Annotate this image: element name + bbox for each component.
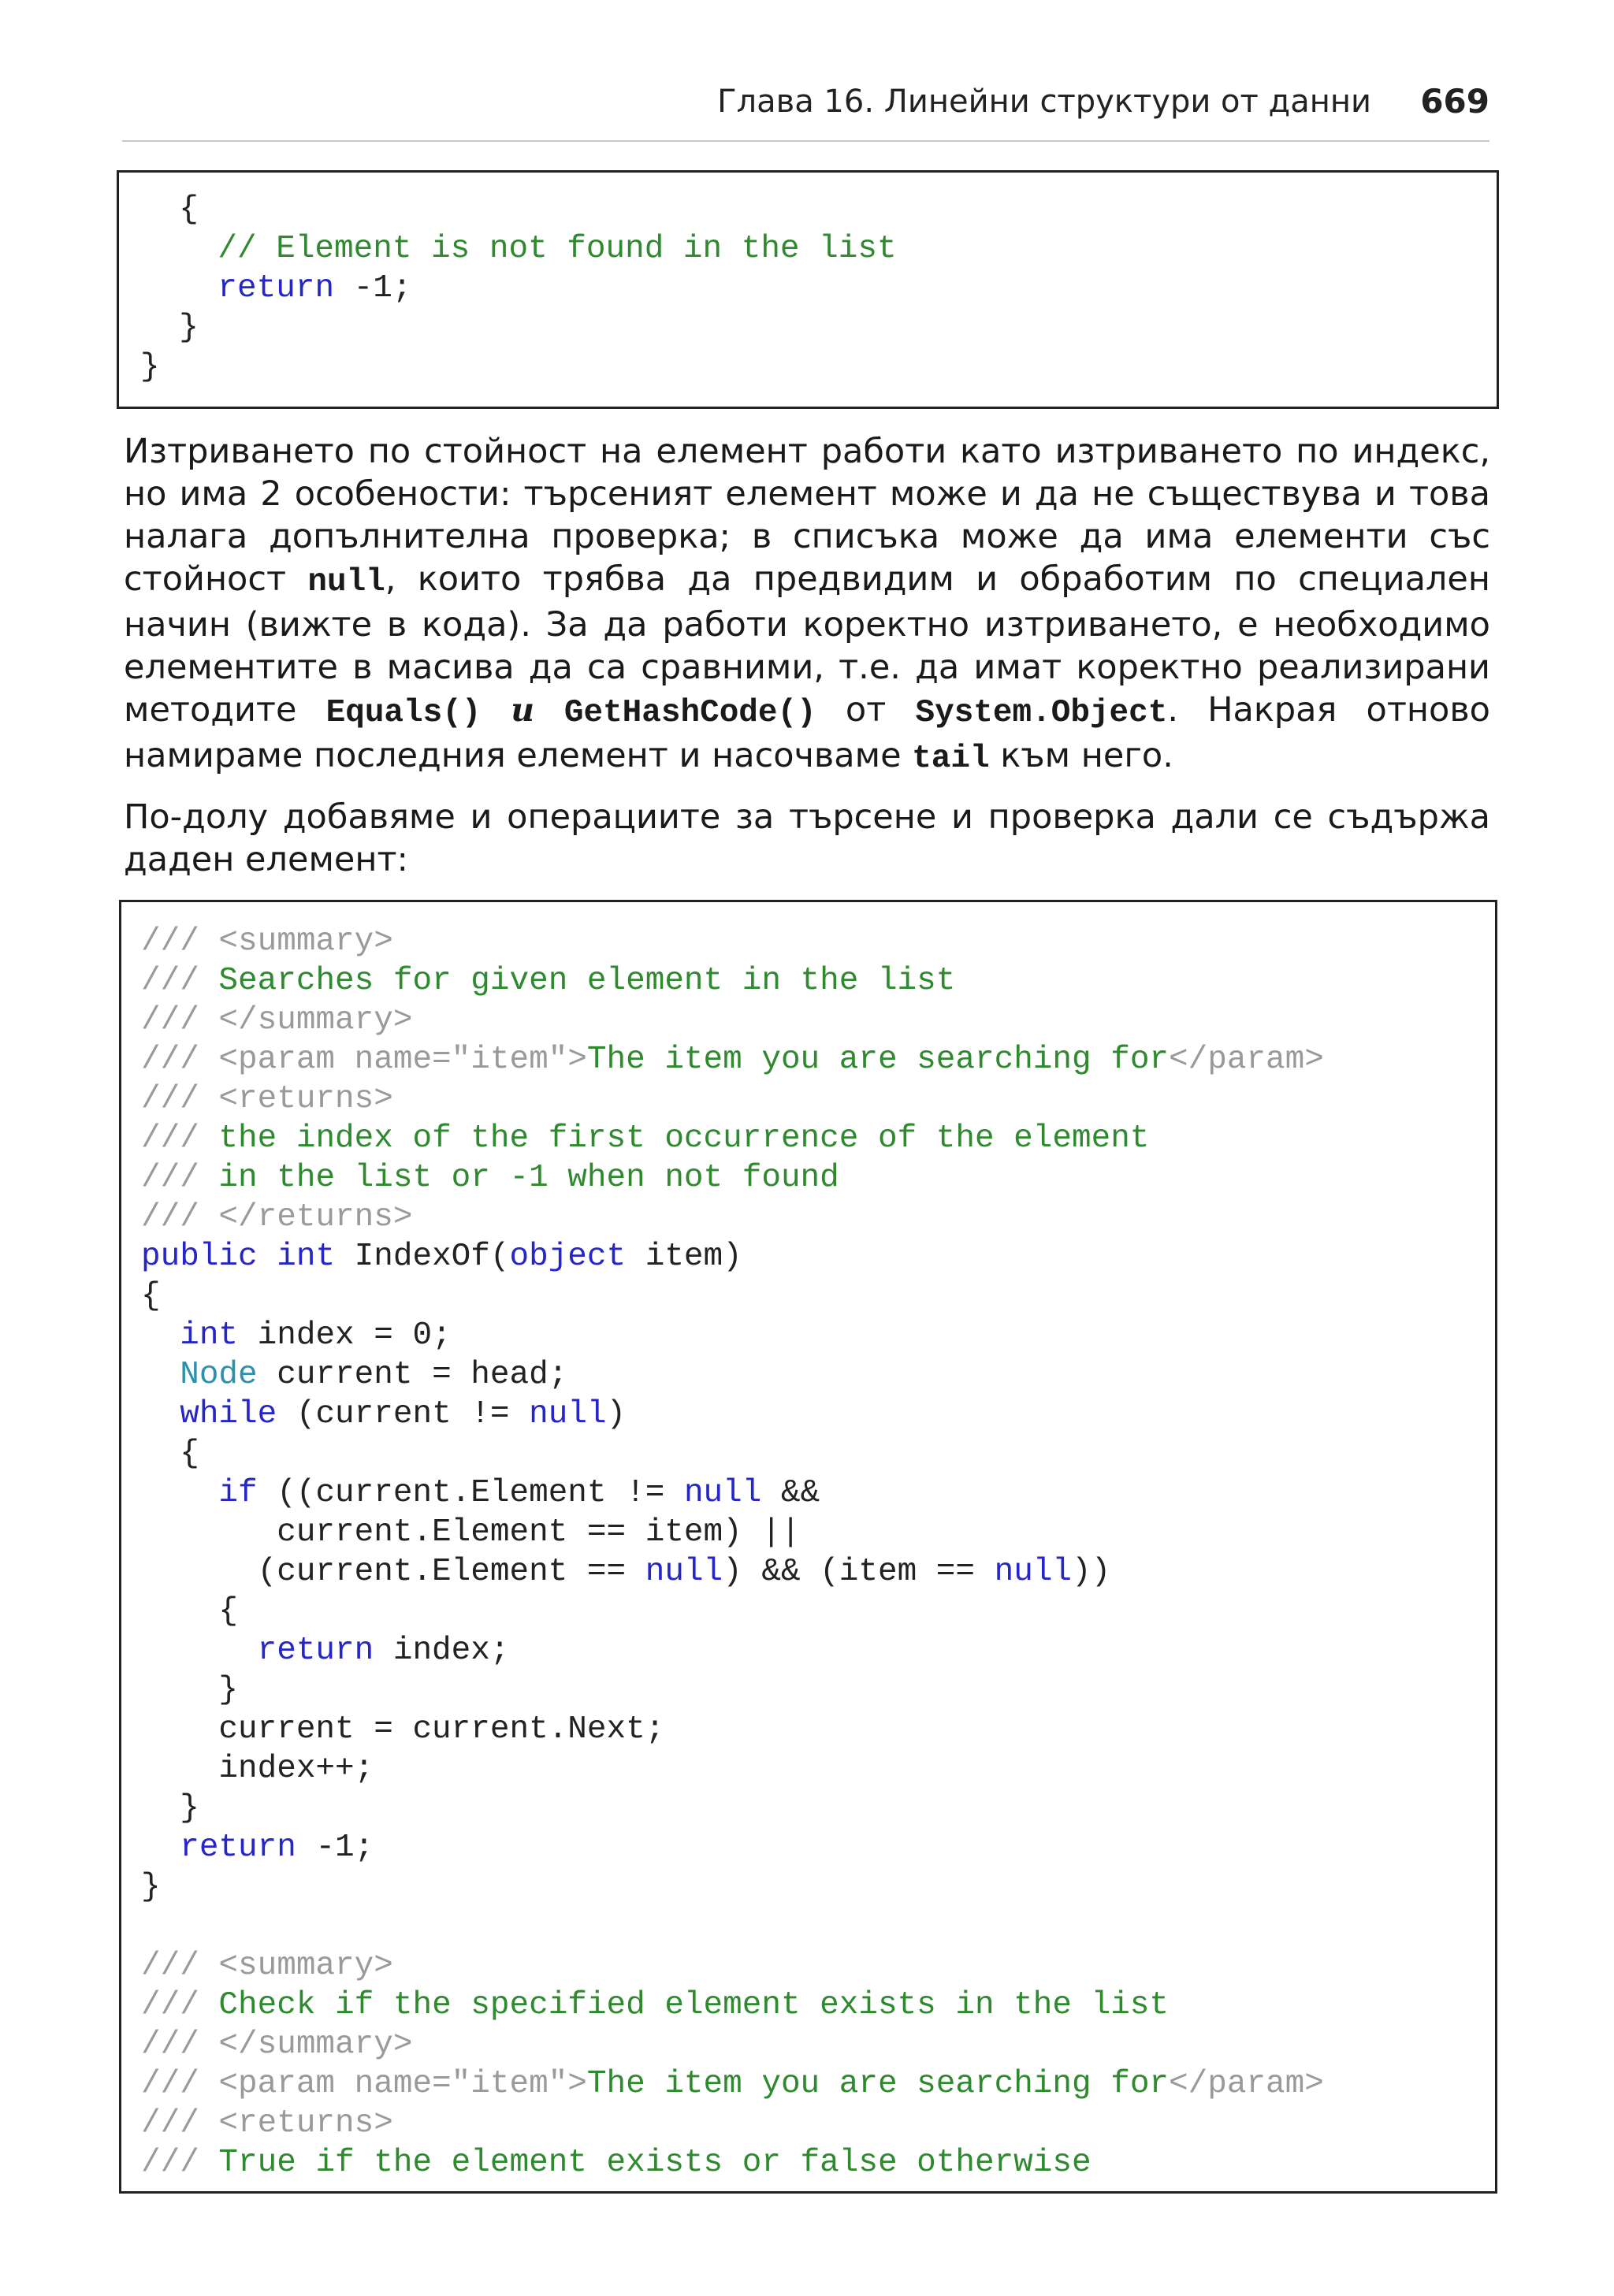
code-line [141, 1907, 1495, 1946]
text-line [124, 689, 1490, 734]
text-line: Изтриването по стойност на елемент работи като изтриването по индекс, [124, 432, 1490, 471]
inline-code-tail: tail [912, 741, 990, 777]
code-token: /// <summary> [141, 923, 393, 960]
code-token: </param> [1169, 1042, 1324, 1078]
code-line [141, 1749, 1495, 1789]
code-token [141, 1396, 180, 1432]
code-token [141, 1357, 180, 1393]
page-number: 669 [1420, 82, 1489, 121]
code-token: /// [141, 2145, 219, 2181]
code-token: Check if the specified element exists in the list [218, 1987, 1170, 2023]
code-token: null [645, 1554, 723, 1590]
code-token [141, 1633, 258, 1669]
code-token: /// [141, 1160, 219, 1196]
text-run: и [481, 691, 564, 729]
code-line [141, 1237, 1495, 1276]
inline-code-gethashcode: GetHashCode() [563, 695, 816, 731]
code-block-2 [119, 900, 1497, 2194]
code-token: index; [374, 1633, 510, 1669]
code-line [141, 1119, 1495, 1158]
code-line [141, 1040, 1495, 1079]
code-line [141, 1473, 1495, 1513]
code-token: /// </summary> [141, 1002, 413, 1038]
code-line [140, 269, 1497, 308]
code-line [141, 1789, 1495, 1828]
code-line [141, 1079, 1495, 1119]
text-run: намираме последния елемент и насочваме [124, 736, 913, 775]
text-run: към него. [989, 736, 1173, 775]
code-token: } [141, 1790, 199, 1826]
code-token: the index of the first occurrence of the element [218, 1120, 1150, 1157]
code-line [140, 347, 1497, 387]
code-token: /// [141, 1987, 219, 2023]
code-token: True if the element exists or false otherwise [218, 2145, 1091, 2181]
code-line [141, 1828, 1495, 1867]
text-line: но има 2 особености: търсеният елемент може и да не съществува и това [124, 474, 1490, 514]
code-line [141, 1198, 1495, 1237]
code-line [141, 2143, 1495, 2183]
code-token: ) [606, 1396, 627, 1432]
code-line [141, 1276, 1495, 1316]
code-token: /// </summary> [141, 2027, 413, 2063]
text-line [124, 734, 1490, 780]
code-token: current = head; [257, 1357, 568, 1393]
code-token: </param> [1169, 2066, 1324, 2102]
text-line: начин (вижте в кода). За да работи коректно изтриването, е необходимо [124, 605, 1490, 645]
code-listing [140, 190, 1497, 387]
chapter-title: Глава 16. Линейни структури от данни [717, 84, 1371, 120]
code-token: /// </returns> [141, 1199, 413, 1235]
code-line [141, 1670, 1495, 1710]
code-token: { [140, 191, 199, 228]
code-token: (current != [277, 1396, 530, 1432]
code-line [141, 1395, 1495, 1434]
code-token: int [180, 1317, 239, 1354]
code-token: int [277, 1239, 336, 1275]
code-token: } [140, 310, 199, 346]
code-line [141, 922, 1495, 961]
code-token [141, 1475, 218, 1511]
code-token: null [529, 1396, 607, 1432]
text-run: стойност [124, 559, 308, 599]
text-line: налага допълнителна проверка; в списъка може да има елементи със [124, 517, 1490, 556]
text-line: даден елемент: [124, 840, 408, 879]
inline-code-system-object: System.Object [915, 695, 1168, 731]
code-listing [141, 922, 1495, 2183]
code-token [140, 270, 218, 307]
code-token: /// <param name="item"> [141, 1042, 587, 1078]
code-line [141, 1867, 1495, 1907]
code-line [141, 2025, 1495, 2064]
code-token: return [257, 1633, 374, 1669]
code-line [141, 1158, 1495, 1198]
code-block-1 [117, 170, 1499, 409]
code-line [141, 961, 1495, 1001]
code-line [141, 1552, 1495, 1592]
code-token: ) && (item == [723, 1554, 995, 1590]
code-token: in the list or -1 when not found [218, 1160, 839, 1196]
page-header [122, 79, 1489, 142]
text-run: методите [124, 690, 326, 730]
code-token: item) [626, 1239, 742, 1275]
code-line [141, 1355, 1495, 1395]
code-line [141, 1513, 1495, 1552]
code-token: /// <summary> [141, 1948, 393, 1984]
text-run: от [816, 690, 916, 730]
code-token: /// [141, 963, 219, 999]
paragraph-search-intro [124, 796, 1490, 881]
code-token: index++; [141, 1751, 374, 1787]
code-token: /// <returns> [141, 2105, 393, 2142]
code-token: // Element is not found in the list [140, 231, 897, 267]
code-token: /// <returns> [141, 1081, 393, 1117]
code-token: { [141, 1278, 161, 1314]
code-token: } [141, 1869, 161, 1905]
code-token: /// [141, 1120, 219, 1157]
code-token: )) [1072, 1554, 1111, 1590]
code-line [141, 2064, 1495, 2104]
code-token: Searches for given element in the list [218, 963, 956, 999]
code-token: Node [180, 1357, 258, 1393]
code-line [141, 1316, 1495, 1355]
paragraph-delete-by-value [124, 430, 1490, 780]
code-token: return [218, 270, 335, 307]
code-line [141, 1710, 1495, 1749]
code-line [140, 190, 1497, 229]
code-token: current.Element == item) || [141, 1514, 801, 1551]
code-token: && [761, 1475, 820, 1511]
code-line [141, 1434, 1495, 1473]
code-token: null [994, 1554, 1073, 1590]
code-token: return [180, 1830, 296, 1866]
code-token: } [140, 349, 160, 385]
text-line: По-долу добавяме и операциите за търсене и проверка дали се съдържа [124, 797, 1490, 837]
text-run: , които трябва да предвидим и обработим по специален [385, 559, 1490, 599]
code-token: } [141, 1672, 239, 1708]
code-token: (current.Element == [141, 1554, 645, 1590]
code-token: /// <param name="item"> [141, 2066, 587, 2102]
text-line: елементите в масива да са сравними, т.е. да имат коректно реализирани [124, 648, 1490, 687]
text-run: . Накрая отново [1167, 690, 1490, 730]
inline-code-equals: Equals() [325, 695, 482, 731]
code-line [141, 1946, 1495, 1986]
code-token: current = current.Next; [141, 1711, 665, 1748]
code-token: public [141, 1239, 258, 1275]
code-token: ((current.Element != [257, 1475, 684, 1511]
code-token: object [509, 1239, 627, 1275]
code-token: { [141, 1436, 199, 1472]
code-line [141, 1001, 1495, 1040]
code-token: The item you are searching for [586, 1042, 1170, 1078]
code-token: while [180, 1396, 277, 1432]
code-line [141, 2104, 1495, 2143]
code-token [141, 1830, 180, 1866]
code-token: -1; [334, 270, 412, 307]
code-token: IndexOf( [335, 1239, 510, 1275]
code-token: null [683, 1475, 762, 1511]
code-token: if [218, 1475, 258, 1511]
inline-code-null: null [307, 564, 385, 600]
code-token: -1; [296, 1830, 374, 1866]
code-token [258, 1239, 277, 1275]
code-token: index = 0; [238, 1317, 452, 1354]
code-line [141, 1631, 1495, 1670]
code-line [141, 1592, 1495, 1631]
code-line [140, 229, 1497, 269]
code-token [141, 1317, 180, 1354]
code-token: { [141, 1593, 239, 1629]
code-line [141, 1986, 1495, 2025]
code-line [140, 308, 1497, 347]
code-token: The item you are searching for [586, 2066, 1170, 2102]
text-line [124, 558, 1490, 604]
